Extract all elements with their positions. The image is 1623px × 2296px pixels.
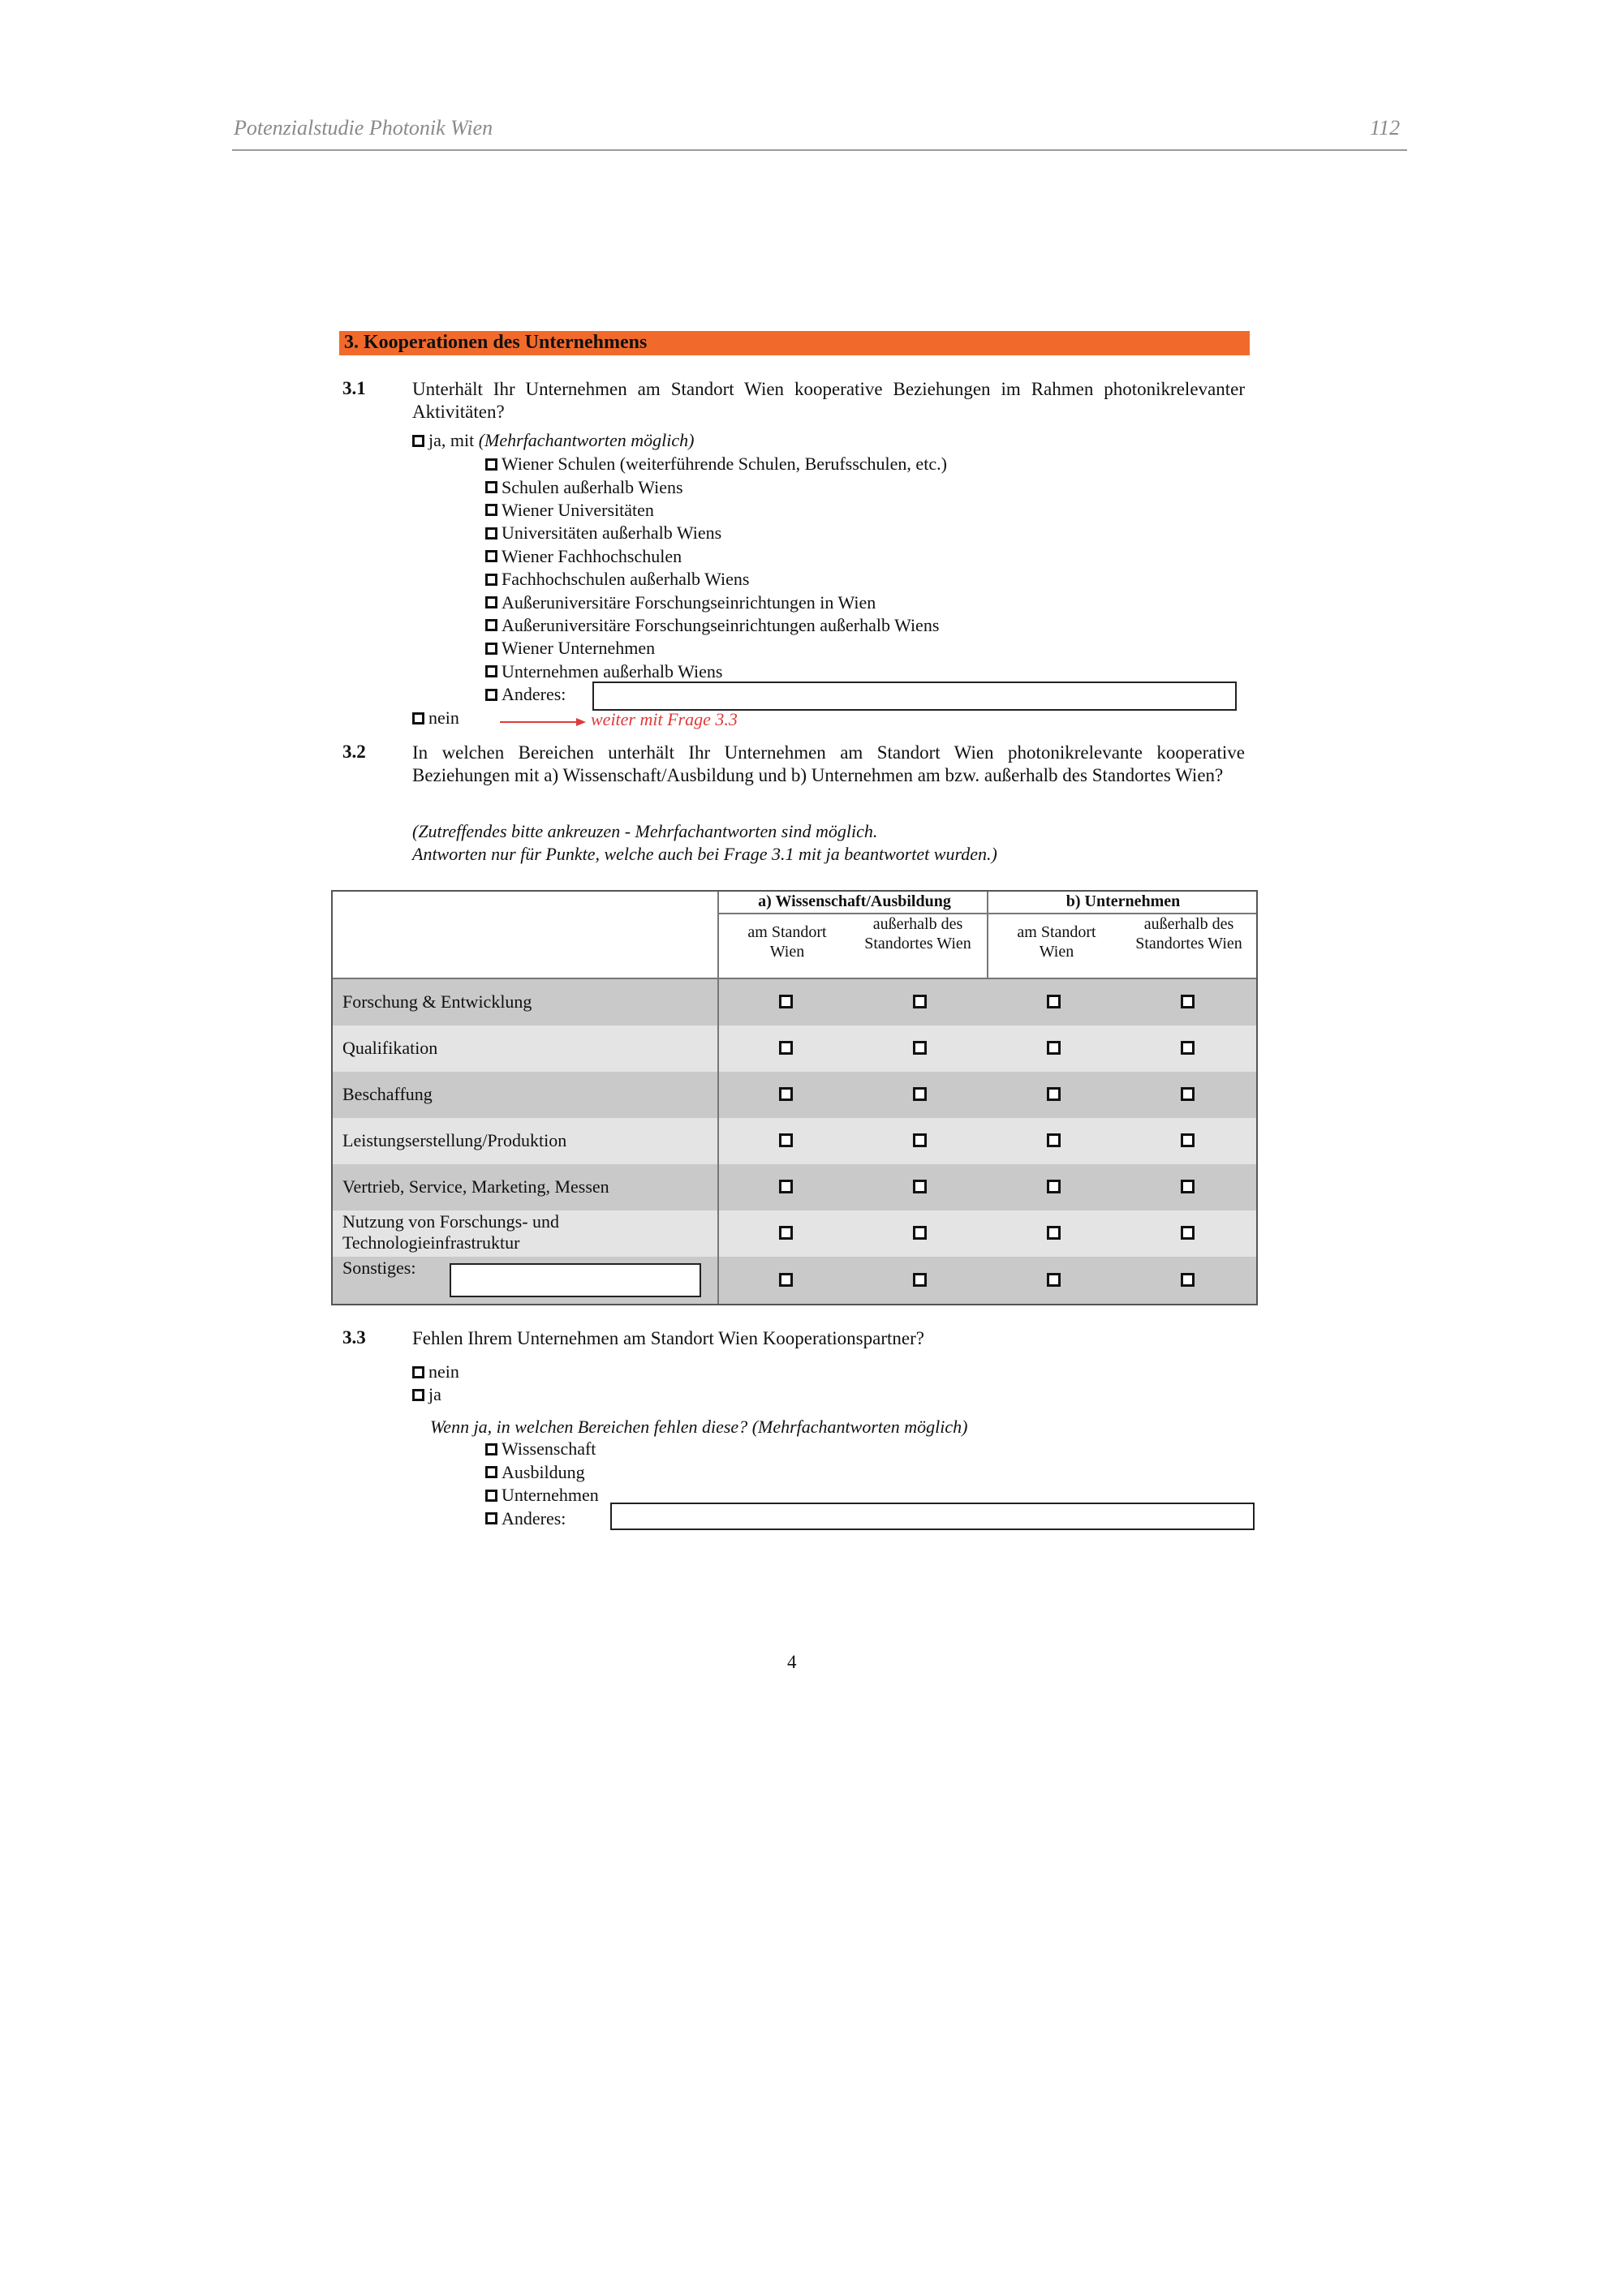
table-row — [333, 1210, 1256, 1257]
cell-checkbox[interactable] — [1047, 1087, 1061, 1101]
q31-option[interactable] — [485, 453, 947, 475]
header-rule — [232, 149, 1407, 151]
q33-yes-label: ja — [428, 1384, 441, 1404]
q31-option[interactable] — [485, 614, 947, 637]
checkbox[interactable] — [485, 619, 497, 631]
row-label: Leistungserstellung/Produktion — [342, 1130, 567, 1150]
cell-checkbox[interactable] — [1047, 995, 1061, 1008]
cell-checkbox[interactable] — [913, 1041, 927, 1055]
row-label: Qualifikation — [342, 1038, 438, 1058]
q33-option[interactable] — [485, 1484, 599, 1507]
cell-checkbox[interactable] — [913, 995, 927, 1008]
table-row — [333, 1072, 1256, 1118]
cell-checkbox[interactable] — [1047, 1226, 1061, 1240]
q33-option[interactable] — [485, 1438, 599, 1461]
q33-no-checkbox[interactable] — [412, 1366, 424, 1378]
table-row — [333, 1025, 1256, 1072]
q33-no-label: nein — [428, 1361, 459, 1382]
option-label: Anderes: — [502, 684, 566, 705]
q32-number: 3.2 — [342, 742, 366, 762]
checkbox[interactable] — [485, 643, 497, 655]
q33-options-list — [485, 1438, 599, 1530]
cell-checkbox[interactable] — [779, 995, 793, 1008]
q32-note-line2: Antworten nur für Punkte, welche auch bei Frage 3.1 mit ja beantwortet wurden.) — [412, 844, 997, 864]
option-label: Wiener Universitäten — [502, 499, 654, 520]
option-label: Universitäten außerhalb Wiens — [502, 522, 722, 544]
q33-option[interactable] — [485, 1461, 599, 1485]
section-title: 3. Kooperationen des Unternehmens — [344, 332, 648, 353]
q31-option[interactable] — [485, 568, 947, 591]
option-label: Schulen außerhalb Wiens — [502, 476, 683, 497]
checkbox[interactable] — [485, 527, 497, 540]
option-label: Wiener Unternehmen — [502, 638, 656, 659]
q33-other-option[interactable] — [485, 1507, 599, 1531]
col-b-in-header: am Standort Wien — [1017, 923, 1096, 961]
option-label: Ausbildung — [502, 1461, 585, 1482]
cell-checkbox[interactable] — [779, 1087, 793, 1101]
row-label: Forschung & Entwicklung — [342, 991, 532, 1012]
q31-option[interactable] — [485, 660, 947, 683]
header-bottom-rule — [333, 978, 1256, 979]
cell-checkbox[interactable] — [1181, 1273, 1195, 1287]
cell-checkbox[interactable] — [913, 1133, 927, 1147]
q32-note-line1: (Zutreffendes bitte ankreuzen - Mehrfachantworten sind möglich. — [412, 821, 878, 841]
q33-other-input[interactable] — [610, 1503, 1255, 1530]
q32-text: In welchen Bereichen unterhält Ihr Unternehmen am Standort Wien photonikrelevante kooperative Beziehungen mit a) Wissenschaft/Ausbildung und b) Unternehmen am bzw. außerhalb des Standortes Wien? — [412, 742, 1245, 785]
checkbox[interactable] — [485, 1512, 497, 1524]
q31-yes-label: ja, mit — [428, 430, 475, 450]
q31-option[interactable] — [485, 522, 947, 544]
q31-no-option[interactable] — [412, 707, 459, 729]
cell-checkbox[interactable] — [1047, 1273, 1061, 1287]
checkbox[interactable] — [485, 574, 497, 586]
label-column-divider — [717, 892, 719, 1304]
group-a-header: a) Wissenschaft/Ausbildung — [758, 892, 951, 910]
col-b-out-header: außerhalb des Standortes Wien — [1135, 915, 1242, 952]
checkbox[interactable] — [485, 665, 497, 677]
q31-no-label: nein — [428, 707, 459, 728]
running-header-title: Potenzialstudie Photonik Wien — [234, 116, 493, 140]
q31-option[interactable] — [485, 545, 947, 568]
q31-yes-note: (Mehrfachantworten möglich) — [478, 430, 695, 450]
cell-checkbox[interactable] — [1047, 1180, 1061, 1193]
q31-text: Unterhält Ihr Unternehmen am Standort Wien kooperative Beziehungen im Rahmen photonikrelevanter Aktivitäten? — [412, 379, 1245, 422]
option-label: Außeruniversitäre Forschungseinrichtungen in Wien — [502, 591, 876, 613]
cell-checkbox[interactable] — [1181, 1041, 1195, 1055]
cell-checkbox[interactable] — [1181, 995, 1195, 1008]
q31-other-input[interactable] — [592, 681, 1237, 711]
cell-checkbox[interactable] — [1181, 1226, 1195, 1240]
checkbox[interactable] — [485, 504, 497, 516]
q33-no-option[interactable] — [412, 1361, 459, 1382]
q31-no-checkbox[interactable] — [412, 712, 424, 724]
row-label: Vertrieb, Service, Marketing, Messen — [342, 1176, 609, 1197]
option-label: Anderes: — [502, 1507, 566, 1529]
table-row — [333, 1118, 1256, 1164]
page-footer-number: 4 — [787, 1652, 797, 1672]
row-label: Nutzung von Forschungs- und Technologieinfrastruktur — [342, 1211, 560, 1253]
section-heading-bar — [339, 331, 1250, 355]
col-a-out-header: außerhalb des Standortes Wien — [864, 915, 971, 952]
q31-skip-note: weiter mit Frage 3.3 — [591, 709, 738, 729]
q31-options-list — [485, 453, 947, 706]
cell-checkbox[interactable] — [779, 1133, 793, 1147]
cell-checkbox[interactable] — [1047, 1133, 1061, 1147]
q31-option[interactable] — [485, 499, 947, 522]
checkbox[interactable] — [485, 689, 497, 701]
option-label: Wiener Fachhochschulen — [502, 545, 682, 566]
q33-yes-option[interactable] — [412, 1384, 441, 1405]
q31-yes-option[interactable] — [412, 430, 695, 451]
cell-checkbox[interactable] — [1181, 1180, 1195, 1193]
q31-option[interactable] — [485, 475, 947, 498]
option-label: Außeruniversitäre Forschungseinrichtungen außerhalb Wiens — [502, 614, 940, 635]
group-b-header: b) Unternehmen — [1065, 892, 1181, 910]
q31-number: 3.1 — [342, 378, 366, 398]
option-label: Wiener Schulen (weiterführende Schulen, Berufsschulen, etc.) — [502, 454, 947, 475]
checkbox[interactable] — [485, 550, 497, 562]
checkbox[interactable] — [485, 458, 497, 471]
cell-checkbox[interactable] — [1181, 1133, 1195, 1147]
option-label: Wissenschaft — [502, 1438, 596, 1460]
row-label: Sonstiges: — [342, 1258, 416, 1278]
checkbox[interactable] — [485, 1466, 497, 1478]
q33-number: 3.3 — [342, 1327, 366, 1348]
cell-checkbox[interactable] — [779, 1226, 793, 1240]
cell-checkbox[interactable] — [1181, 1087, 1195, 1101]
table-row — [333, 1164, 1256, 1210]
option-label: Unternehmen außerhalb Wiens — [502, 660, 723, 681]
checkbox[interactable] — [485, 1443, 497, 1455]
cell-checkbox[interactable] — [913, 1273, 927, 1287]
skip-arrow-icon — [500, 714, 586, 730]
checkbox[interactable] — [485, 481, 497, 493]
cell-checkbox[interactable] — [779, 1273, 793, 1287]
cell-checkbox[interactable] — [779, 1041, 793, 1055]
checkbox[interactable] — [485, 596, 497, 608]
q32-matrix-table — [331, 890, 1258, 1305]
option-label: Unternehmen — [502, 1485, 599, 1506]
q33-followup: Wenn ja, in welchen Bereichen fehlen diese? (Mehrfachantworten möglich) — [430, 1417, 968, 1437]
row-label: Beschaffung — [342, 1084, 433, 1104]
running-header-page: 112 — [1370, 116, 1401, 140]
cell-checkbox[interactable] — [1047, 1041, 1061, 1055]
q33-yes-checkbox[interactable] — [412, 1389, 424, 1401]
cell-checkbox[interactable] — [913, 1226, 927, 1240]
q32-other-input[interactable] — [450, 1263, 701, 1297]
cell-checkbox[interactable] — [779, 1180, 793, 1193]
table-row — [333, 979, 1256, 1025]
cell-checkbox[interactable] — [913, 1087, 927, 1101]
col-a-in-header: am Standort Wien — [747, 923, 827, 961]
group-divider — [987, 892, 988, 978]
cell-checkbox[interactable] — [913, 1180, 927, 1193]
checkbox[interactable] — [485, 1490, 497, 1502]
q31-yes-checkbox[interactable] — [412, 435, 424, 447]
q31-option[interactable] — [485, 591, 947, 613]
q33-text: Fehlen Ihrem Unternehmen am Standort Wien Kooperationspartner? — [412, 1328, 924, 1348]
q31-option[interactable] — [485, 637, 947, 660]
option-label: Fachhochschulen außerhalb Wiens — [502, 569, 750, 590]
